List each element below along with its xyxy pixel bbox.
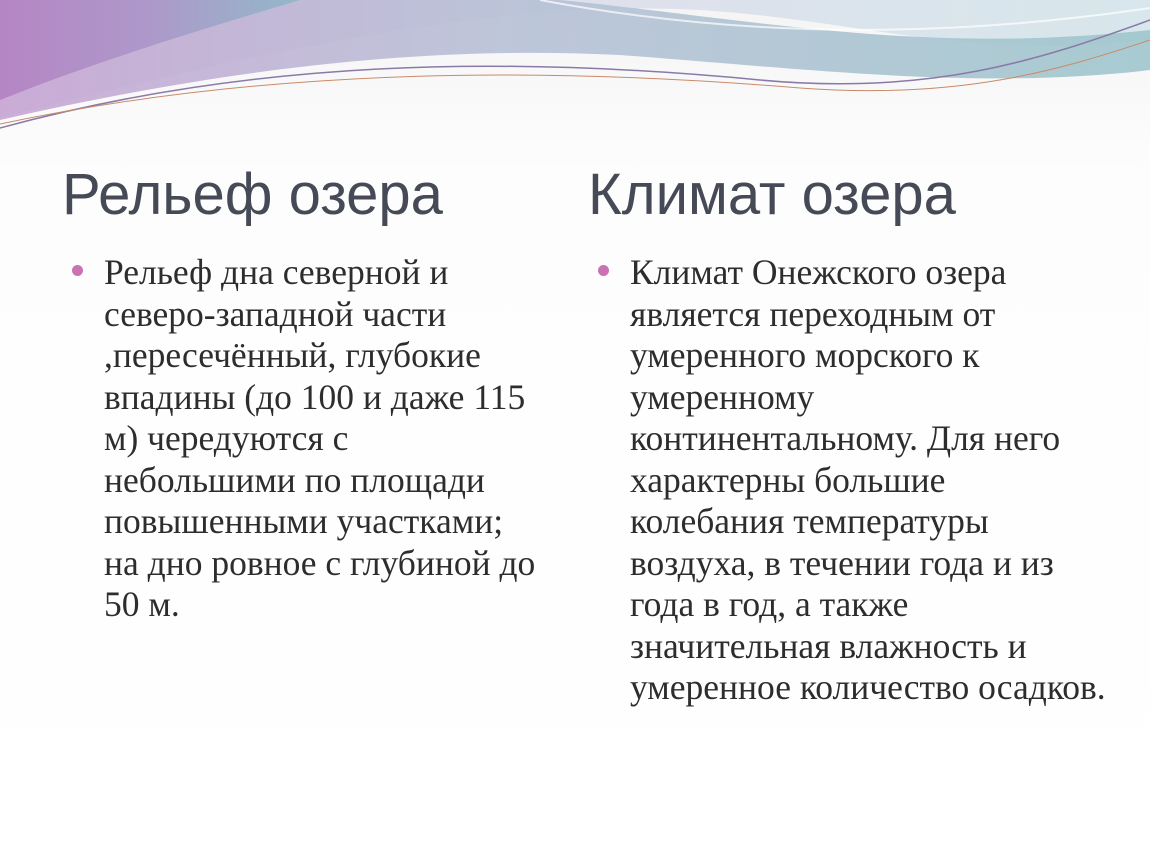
- left-bullet-text: Рельеф дна северной и северо-западной части ,пересечённый, глубокие впадины (до 100 и даже 115 м) чередуются с небольшими по площади повышенными участками; на дно ровное с глубиной до 50 м.: [104, 252, 536, 624]
- right-bullet-text: Климат Онежского озера является переходным от умеренного морского к умеренному континентальному. Для него характерны большие колебания температуры воздуха, в течении года и из года в год, а также значительная влажность и умеренное количество осадков.: [630, 252, 1106, 707]
- bullet-dot-icon: [72, 265, 83, 276]
- bullet-dot-icon: [598, 265, 609, 276]
- left-column: [62, 150, 542, 626]
- right-bullet-item: [588, 252, 1108, 709]
- header-wave-decoration: [0, 0, 1150, 140]
- right-heading: Климат озера: [588, 162, 956, 227]
- left-bullet-item: [62, 252, 542, 626]
- left-heading: Рельеф озера: [62, 162, 443, 227]
- right-column: [588, 150, 1108, 709]
